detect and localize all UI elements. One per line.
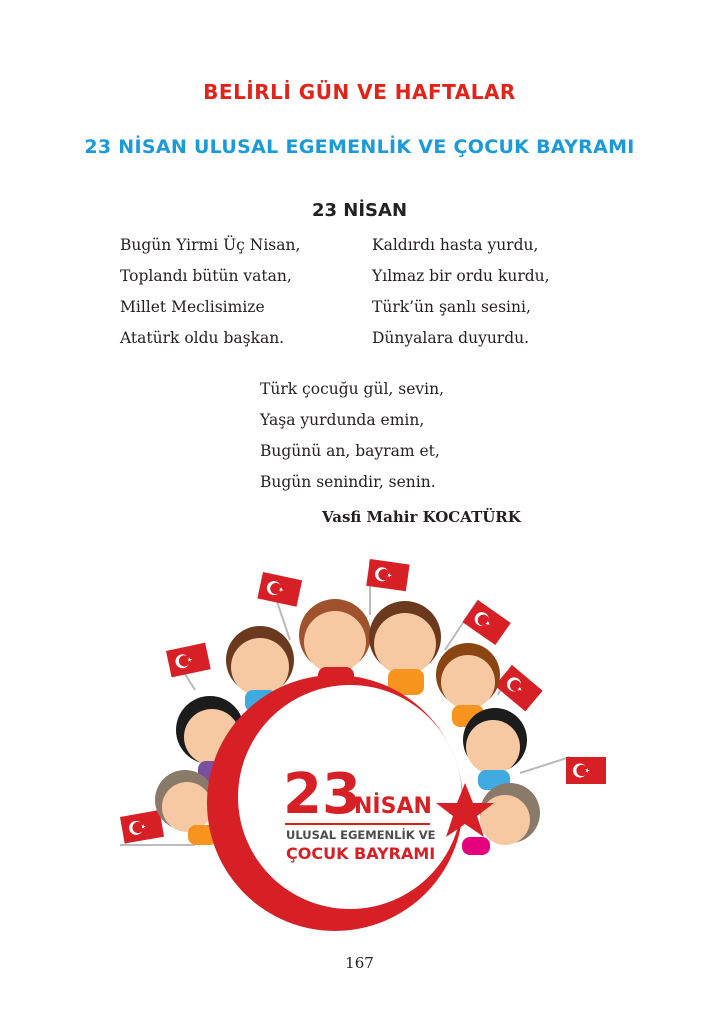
logo-number: 23 bbox=[283, 762, 361, 827]
poem-title: 23 NİSAN bbox=[311, 200, 408, 221]
child-face-icon bbox=[369, 601, 441, 695]
section-title: BELİRLİ GÜN VE HAFTALAR bbox=[203, 80, 516, 104]
poem-line: Bugün Yirmi Üç Nisan, bbox=[120, 236, 301, 254]
turkish-flag-icon bbox=[520, 757, 606, 784]
stanza-2 bbox=[372, 230, 550, 354]
turkish-flag-icon bbox=[166, 643, 211, 690]
poem-line: Atatürk oldu başkan. bbox=[120, 329, 285, 347]
turkish-flag-icon bbox=[495, 665, 543, 711]
poem-line: Türk çocuğu gül, sevin, bbox=[260, 380, 445, 398]
turkish-flag-icon bbox=[445, 600, 511, 650]
poem-line: Yılmaz bir ordu kurdu, bbox=[372, 267, 550, 285]
poem-line: Türk’ün şanlı sesini, bbox=[372, 298, 531, 316]
poem-line: Yaşa yurdunda emin, bbox=[260, 411, 425, 429]
child-face-icon bbox=[463, 708, 527, 790]
poem-line: Bugün senindir, senin. bbox=[260, 473, 436, 491]
logo-line-1: ULUSAL EGEMENLİK VE bbox=[286, 828, 436, 842]
children-flags-illustration bbox=[100, 545, 620, 945]
poem-author: Vasfi Mahir KOCATÜRK bbox=[322, 508, 521, 526]
logo-word: NİSAN bbox=[354, 794, 432, 819]
poem-line: Toplandı bütün vatan, bbox=[120, 267, 292, 285]
stanza-1 bbox=[120, 230, 300, 354]
page-subtitle: 23 NİSAN ULUSAL EGEMENLİK VE ÇOCUK BAYRAMI bbox=[84, 136, 635, 158]
poem-line: Dünyalara duyurdu. bbox=[372, 329, 530, 347]
logo-line-2: ÇOCUK BAYRAMI bbox=[286, 844, 436, 863]
poem-line: Millet Meclisimize bbox=[120, 298, 265, 316]
page-number: 167 bbox=[345, 954, 374, 972]
poem-line: Bugünü an, bayram et, bbox=[260, 442, 440, 460]
poem-line: Kaldırdı hasta yurdu, bbox=[372, 236, 539, 254]
stanza-3 bbox=[260, 374, 444, 498]
